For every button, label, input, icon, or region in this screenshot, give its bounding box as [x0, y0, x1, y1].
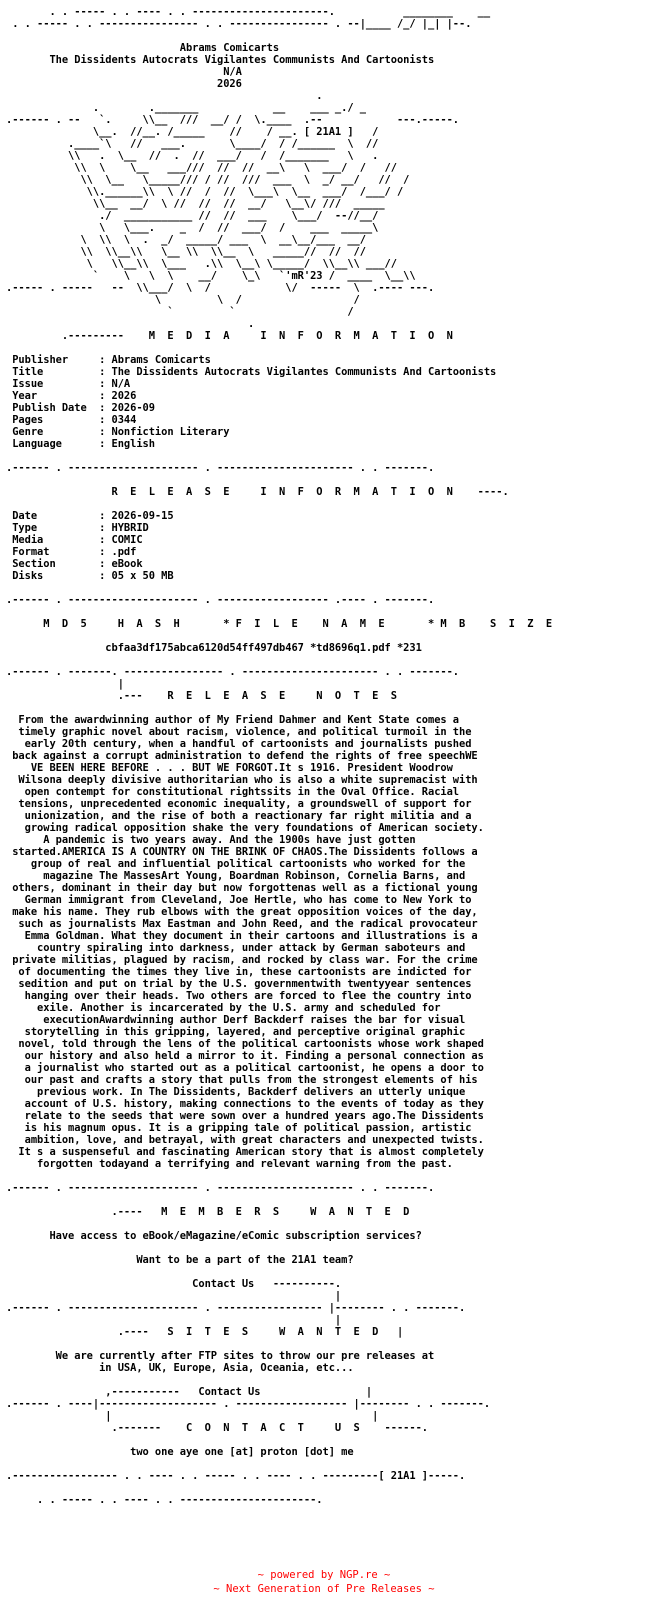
nfo-line: .------ . --------------------- . ---------------------- . . -------.: [6, 462, 435, 474]
nfo-line: back against a corrupt administration to defend the rights of free speechWE: [6, 750, 478, 762]
nfo-line: |: [6, 678, 124, 690]
nfo-line: \ \\__\\ \___ .\\ \__\ \_____/ \\__\\ ___//: [6, 258, 397, 270]
nfo-line: Wilsona deeply divisive authoritarian who is also a white supremacist with: [6, 774, 478, 786]
nfo-line: tensions, unprecedented economic inequality, a groundswell of support for: [6, 798, 472, 810]
nfo-line: M D 5 H A S H * F I L E N A M E * M B S I Z E: [6, 618, 553, 630]
nfo-line: .--- R E L E A S E N O T E S: [6, 690, 397, 702]
nfo-line: .------ . --------------------- . ----------------- |-------- . . -------.: [6, 1302, 466, 1314]
nfo-line: timely graphic novel about racism, violence, and political turmoil in the: [6, 726, 472, 738]
nfo-line: group of real and influential political cartoonists who worked for the: [6, 858, 466, 870]
nfo-line: \ \ / /: [6, 294, 360, 306]
nfo-line: make his name. They rub elbows with the great opposition voices of the day,: [6, 906, 478, 918]
nfo-line: .---- M E M B E R S W A N T E D: [6, 1206, 410, 1218]
nfo-line: \\ \__ \_____/// / // /// ___ \ _/ __/ // /: [6, 174, 410, 186]
powered-by-line: ~ powered by NGP.re ~: [257, 1569, 391, 1581]
nfo-line: \ \___. _ / // ___/ / ___ _____\: [6, 222, 379, 234]
nfo-line: Date : 2026-09-15: [6, 510, 174, 522]
nfo-line: magazine The MassesArt Young, Boardman Robinson, Cornelia Barns, and: [6, 870, 466, 882]
nfo-line: \ \\ \ . _/ _____/ ___ \ __\__/___ __/: [6, 234, 366, 246]
nfo-line: .------ . --------------------- . ---------------------- . . -------.: [6, 1182, 435, 1194]
nfo-line: .: [6, 318, 255, 330]
nfo-line: .------- C O N T A C T U S ------.: [6, 1422, 428, 1434]
nfo-line: a journalist who started out as a political cartoonist, he opens a door to: [6, 1062, 484, 1074]
nfo-line: Year : 2026: [6, 390, 137, 402]
nfo-line: exile. Another is incarcerated by the U.S. army and scheduled for: [6, 1002, 441, 1014]
nfo-line: Genre : Nonfiction Literary: [6, 426, 230, 438]
nfo-line: Disks : 05 x 50 MB: [6, 570, 174, 582]
nfo-line: We are currently after FTP sites to throw our pre releases at: [6, 1350, 435, 1362]
nfo-line: .------ . -- `. \\__ /// __/ / \.____ .-- ---.-----.: [6, 114, 460, 126]
nfo-line: . . ----- . . ---- . . ----------------------.: [6, 1494, 323, 1506]
nfo-line: started.AMERICA IS A COUNTRY ON THE BRINK OF CHAOS.The Dissidents follows a: [6, 846, 478, 858]
nfo-line: \\.______\\ \ // / // \___\ \__ ___/ /___/ /: [6, 186, 404, 198]
nfo-line: account of U.S. history, making connections to the events of today as they: [6, 1098, 484, 1110]
nfo-line: |: [6, 1314, 342, 1326]
nfo-line: 2026: [6, 78, 242, 90]
nfo-line: ` ` /: [6, 306, 354, 318]
nfo-text-block: [6, 6, 552, 1506]
nfo-line: VE BEEN HERE BEFORE . . . BUT WE FORGOT.It s 1916. President Woodrow: [6, 762, 453, 774]
nfo-line: |: [6, 1290, 342, 1302]
nfo-line: of documenting the times they live in, these cartoonists are indicted for: [6, 966, 472, 978]
nfo-line: unionization, and the rise of both a reactionary far right militia and a: [6, 810, 472, 822]
nfo-line: Language : English: [6, 438, 155, 450]
nfo-line: in USA, UK, Europe, Asia, Oceania, etc...: [6, 1362, 354, 1374]
nfo-line: The Dissidents Autocrats Vigilantes Communists And Cartoonists: [6, 54, 435, 66]
nfo-line: our history and also held a mirror to it. Finding a personal connection as: [6, 1050, 484, 1062]
nfo-line: our past and crafts a story that pulls from the strongest elements of his: [6, 1074, 478, 1086]
nfo-line: .------ . --------------------- . ------------------ .---- . -------.: [6, 594, 435, 606]
nfo-line: \__. //__. /_____ // / __. [ 21A1 ] /: [6, 126, 379, 138]
powered-by-footer: [0, 1568, 648, 1596]
nfo-line: Emma Goldman. What they document in their cartoons and illustrations is a: [6, 930, 478, 942]
nfo-line: sedition and put on trial by the U.S. governmentwith twentyyear sentences: [6, 978, 472, 990]
tagline: ~ Next Generation of Pre Releases ~: [213, 1583, 435, 1595]
nfo-line: \\ . \__ // . // ___/ / /_______ \ .: [6, 150, 379, 162]
nfo-line: Have access to eBook/eMagazine/eComic subscription services?: [6, 1230, 422, 1242]
nfo-line: growing radical opposition shake the very foundations of American society.: [6, 822, 484, 834]
nfo-line: German immigrant from Cleveland, Joe Hertle, who has come to New York to: [6, 894, 472, 906]
nfo-line: N/A: [6, 66, 242, 78]
nfo-line: Want to be a part of the 21A1 team?: [6, 1254, 354, 1266]
nfo-line: Title : The Dissidents Autocrats Vigilantes Communists And Cartoonists: [6, 366, 497, 378]
nfo-line: cbfaa3df175abca6120d54ff497db467 *td8696q1.pdf *231: [6, 642, 422, 654]
nfo-line: previous work. In The Dissidents, Backderf delivers an utterly unique: [6, 1086, 466, 1098]
nfo-line: .------ . ----|------------------- . ------------------ |-------- . . -------.: [6, 1398, 491, 1410]
nfo-line: \\__ __/ \ // // // __/ \__\/ /// _____: [6, 198, 385, 210]
nfo-line: two one aye one [at] proton [dot] me: [6, 1446, 354, 1458]
nfo-line: .---- S I T E S W A N T E D |: [6, 1326, 404, 1338]
nfo-line: is his magnum opus. It is a gripping tale of political passion, artistic: [6, 1122, 472, 1134]
nfo-line: . . ----- . . ---------------- . . ---------------- . --|____ /_/ |_| |--.: [6, 18, 472, 30]
nfo-line: .--------- M E D I A I N F O R M A T I O N: [6, 330, 453, 342]
nfo-line: ./ ___________ // // ___ \___/ --//__/: [6, 210, 379, 222]
nfo-line: Publish Date : 2026-09: [6, 402, 155, 414]
nfo-line: ambition, love, and betrayal, with great characters and unexpected twists.: [6, 1134, 484, 1146]
nfo-line: Format : .pdf: [6, 546, 137, 558]
nfo-line: .: [6, 90, 323, 102]
nfo-line: From the awardwinning author of My Friend Dahmer and Kent State comes a: [6, 714, 460, 726]
nfo-line: novel, told through the lens of the political cartoonists whose work shaped: [6, 1038, 484, 1050]
nfo-line: early 20th century, when a handful of cartoonists and journalists pushed: [6, 738, 472, 750]
nfo-line: Pages : 0344: [6, 414, 137, 426]
nfo-line: others, dominant in their day but now forgottenas well as a fictional young: [6, 882, 478, 894]
nfo-line: . ._______ __ ___ _./ _: [6, 102, 366, 114]
nfo-line: Media : COMIC: [6, 534, 143, 546]
nfo-line: Abrams Comicarts: [6, 42, 280, 54]
nfo-line: It s a suspenseful and fascinating American story that is almost completely: [6, 1146, 484, 1158]
nfo-line: .----- . ----- -- \\___/ \ / \/ ----- \ .---- ---.: [6, 282, 435, 294]
nfo-line: A pandemic is two years away. And the 1900s have just gotten: [6, 834, 416, 846]
nfo-line: open contempt for constitutional rightssits in the Oval Office. Racial: [6, 786, 460, 798]
nfo-line: ,----------- Contact Us |: [6, 1386, 373, 1398]
nfo-line: relate to the seeds that were sown over a hundred years ago.The Dissidents: [6, 1110, 484, 1122]
nfo-line: hanging over their heads. Two others are forced to flee the country into: [6, 990, 472, 1002]
nfo-line: Publisher : Abrams Comicarts: [6, 354, 211, 366]
nfo-line: . . ----- . . ---- . . ----------------------. ________ __: [6, 6, 491, 18]
nfo-line: storytelling in this gripping, layered, and perceptive original graphic: [6, 1026, 466, 1038]
nfo-line: forgotten todayand a terrifying and relevant warning from the past.: [6, 1158, 453, 1170]
nfo-line: executionAwardwinning author Derf Backderf raises the bar for visual: [6, 1014, 466, 1026]
nfo-line: .____`\ // ___. \____/ / /______ \ //: [6, 138, 379, 150]
nfo-line: \\ \\__\\ \__ \\ \\__ \ _____// // //: [6, 246, 366, 258]
nfo-line: Contact Us ----------.: [6, 1278, 342, 1290]
nfo-line: private militias, plagued by racism, and rocked by class war. For the crime: [6, 954, 478, 966]
nfo-line: such as journalists Max Eastman and John Reed, and the radical provocateur: [6, 918, 478, 930]
nfo-line: .------ . -------. ---------------- . ---------------------- . . -------.: [6, 666, 460, 678]
nfo-line: .----------------- . . ---- . . ----- . . ---- . . ---------[ 21A1 ]-----.: [6, 1470, 466, 1482]
nfo-line: \\ \ \__ ___/// // // __\ \ ___/ / //: [6, 162, 397, 174]
nfo-line: Issue : N/A: [6, 378, 131, 390]
nfo-line: ` \ \ \ __/ \_\ `'mR'23 / ____ \__\\: [6, 270, 416, 282]
nfo-line: country spiraling into darkness, under attack by German saboteurs and: [6, 942, 466, 954]
nfo-line: Type : HYBRID: [6, 522, 149, 534]
nfo-line: Section : eBook: [6, 558, 143, 570]
nfo-line: | |: [6, 1410, 379, 1422]
nfo-line: R E L E A S E I N F O R M A T I O N ----.: [6, 486, 509, 498]
